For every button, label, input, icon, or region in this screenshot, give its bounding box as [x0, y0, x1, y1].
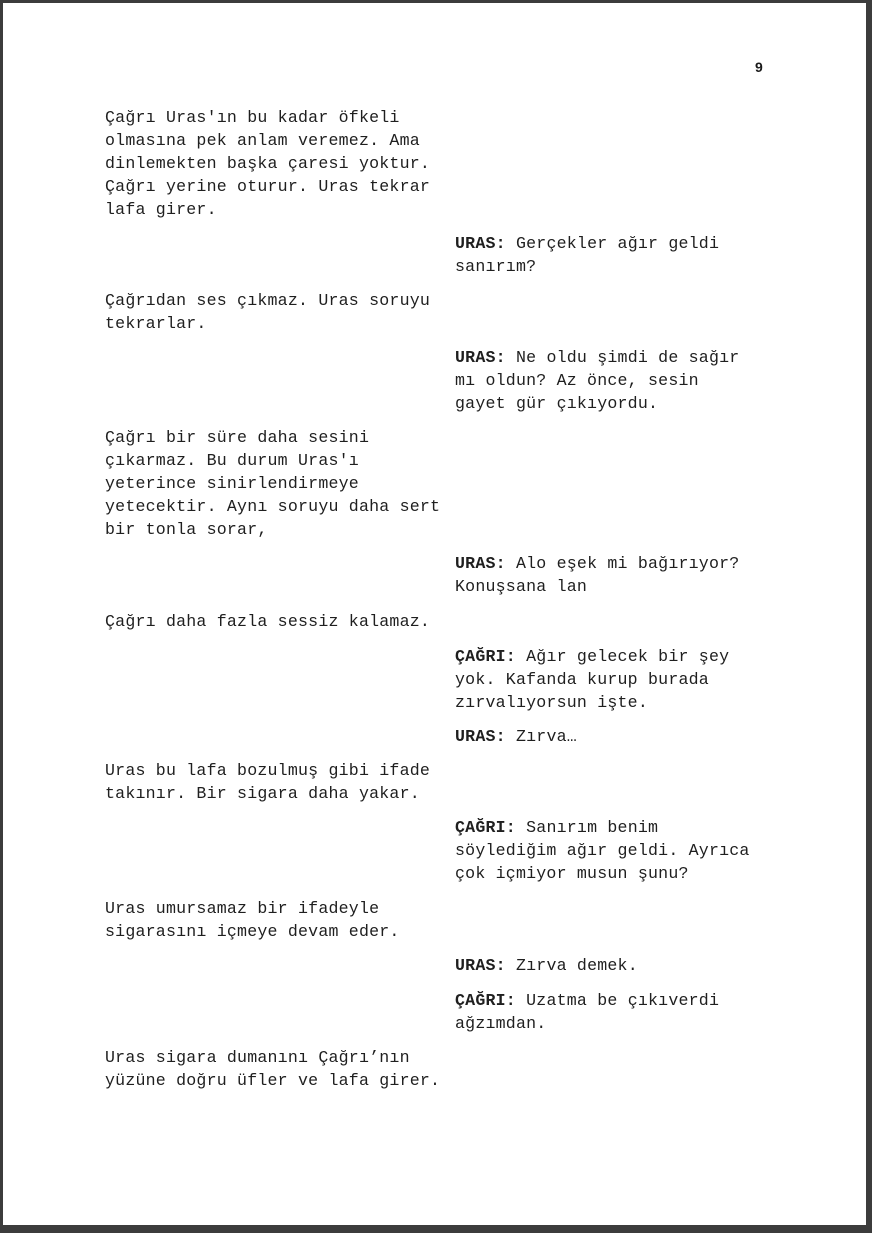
speaker-name: URAS:	[455, 234, 506, 253]
action-block: Uras sigara dumanını Çağrı’nın yüzüne doğru üfler ve lafa girer.	[105, 1048, 441, 1090]
dialogue-text: Zırva demek.	[515, 956, 638, 975]
speaker-name: URAS:	[455, 727, 506, 746]
page-number: 9	[755, 59, 763, 75]
dialogue-text: Zırva…	[515, 727, 577, 746]
dialogue-text: Ağır gelecek bir şey yok. Kafanda kurup burada zırvalıyorsun işte.	[455, 647, 730, 712]
speaker-name: URAS:	[455, 554, 506, 573]
action-block: Uras bu lafa bozulmuş gibi ifade takınır. Bir sigara daha yakar.	[105, 761, 431, 803]
action-block: Çağrı bir süre daha sesini çıkarmaz. Bu durum Uras'ı yeterince sinirlendirmeye yetecektir. Aynı soruyu daha sert bir tonla sorar,	[105, 428, 441, 539]
dialogue-text: Sanırım benim söylediğim ağır geldi. Ayrıca çok içmiyor musun şunu?	[455, 818, 750, 883]
dialogue-block	[455, 233, 775, 279]
speaker-name: ÇAĞRI:	[455, 818, 516, 837]
dialogue-block	[455, 646, 775, 715]
speaker-name: URAS:	[455, 956, 506, 975]
script-page	[3, 3, 866, 1225]
dialogue-text: Uzatma be çıkıverdi ağzımdan.	[455, 991, 720, 1033]
dialogue-block	[455, 726, 775, 749]
dialogue-text: Ne oldu şimdi de sağır mı oldun? Az önce, sesin gayet gür çıkıyordu.	[455, 348, 740, 413]
dialogue-block	[455, 347, 775, 416]
dialogue-block	[455, 955, 775, 978]
dialogue-block	[455, 990, 775, 1036]
speaker-name: URAS:	[455, 348, 506, 367]
dialogue-text: Gerçekler ağır geldi sanırım?	[455, 234, 720, 276]
dialogue-text: Alo eşek mi bağırıyor? Konuşsana lan	[455, 554, 740, 596]
action-block: Çağrı Uras'ın bu kadar öfkeli olmasına pek anlam veremez. Ama dinlemekten başka çaresi yoktur. Çağrı yerine oturur. Uras tekrar lafa girer.	[105, 108, 431, 219]
action-block: Uras umursamaz bir ifadeyle sigarasını içmeye devam eder.	[105, 899, 400, 941]
dialogue-block	[455, 553, 775, 599]
speaker-name: ÇAĞRI:	[455, 647, 516, 666]
speaker-name: ÇAĞRI:	[455, 991, 516, 1010]
action-block: Çağrıdan ses çıkmaz. Uras soruyu tekrarlar.	[105, 291, 431, 333]
action-block: Çağrı daha fazla sessiz kalamaz.	[105, 612, 431, 631]
dialogue-block	[455, 817, 775, 886]
